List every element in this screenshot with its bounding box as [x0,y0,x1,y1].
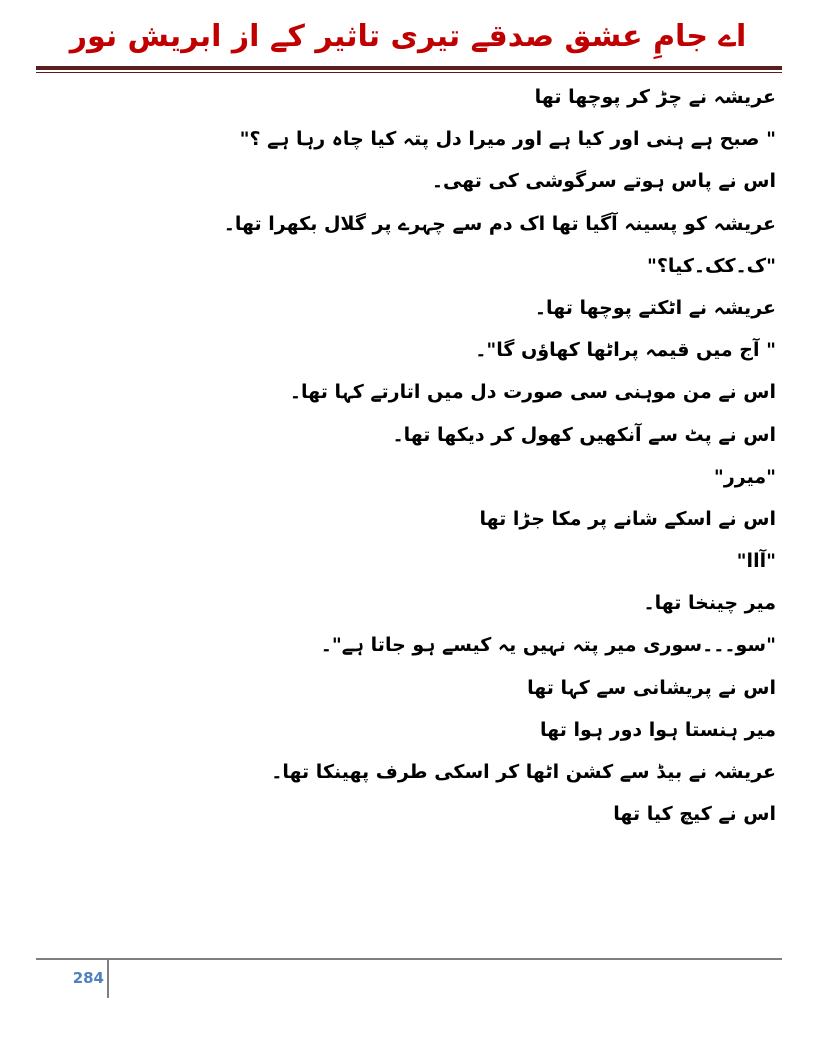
text-line: اس نے کیچ کیا تھا [613,803,776,826]
page-number: 284 [72,969,104,987]
text-line: " آج میں قیمہ پراٹھا کھاؤں گا"۔ [475,339,776,362]
text-line: "سو۔۔۔سوری میر پتہ نہیں یہ کیسے ہو جاتا ہے"۔ [320,634,776,657]
text-line: " صبح ہے ہنی اور کیا ہے اور میرا دل پتہ کیا چاہ رہا ہے ؟" [239,128,776,151]
header-divider-thin [36,72,782,73]
text-line: اس نے پریشانی سے کہا تھا [527,676,776,699]
page-header-title: اے جامِ عشق صدقے تیری تاثیر کے از ابریش نور [69,19,747,54]
text-line: "آاا" [736,550,776,573]
story-text [36,76,776,835]
text-line: عریشہ نے چڑ کر پوچھا تھا [534,86,776,108]
header-divider-thick [36,66,782,70]
text-line: اس نے اسکے شانے پر مکا جڑا تھا [479,507,776,530]
text-line: اس نے پٹ سے آنکھیں کھول کر دیکھا تھا۔ [392,423,776,446]
text-line: "میرر" [713,465,776,488]
text-line: عریشہ نے بیڈ سے کشن اٹھا کر اسکی طرف پھینکا تھا۔ [271,761,776,783]
text-line: "ک۔کک۔کیا؟" [647,254,776,277]
text-line: اس نے من موہنی سی صورت دل میں اتارتے کہا تھا۔ [289,381,776,404]
text-line: عریشہ کو پسینہ آگیا تھا اک دم سے چہرے پر گلال بکھرا تھا۔ [223,212,776,235]
page-number-divider [107,960,109,998]
text-line: میر چینخا تھا۔ [643,592,776,615]
footer-divider [36,958,782,960]
text-line: عریشہ نے اٹکتے پوچھا تھا۔ [534,296,776,319]
text-line: میر ہنستا ہوا دور ہوا تھا [540,718,776,741]
text-line: اس نے پاس ہوتے سرگوشی کی تھی۔ [431,170,776,193]
